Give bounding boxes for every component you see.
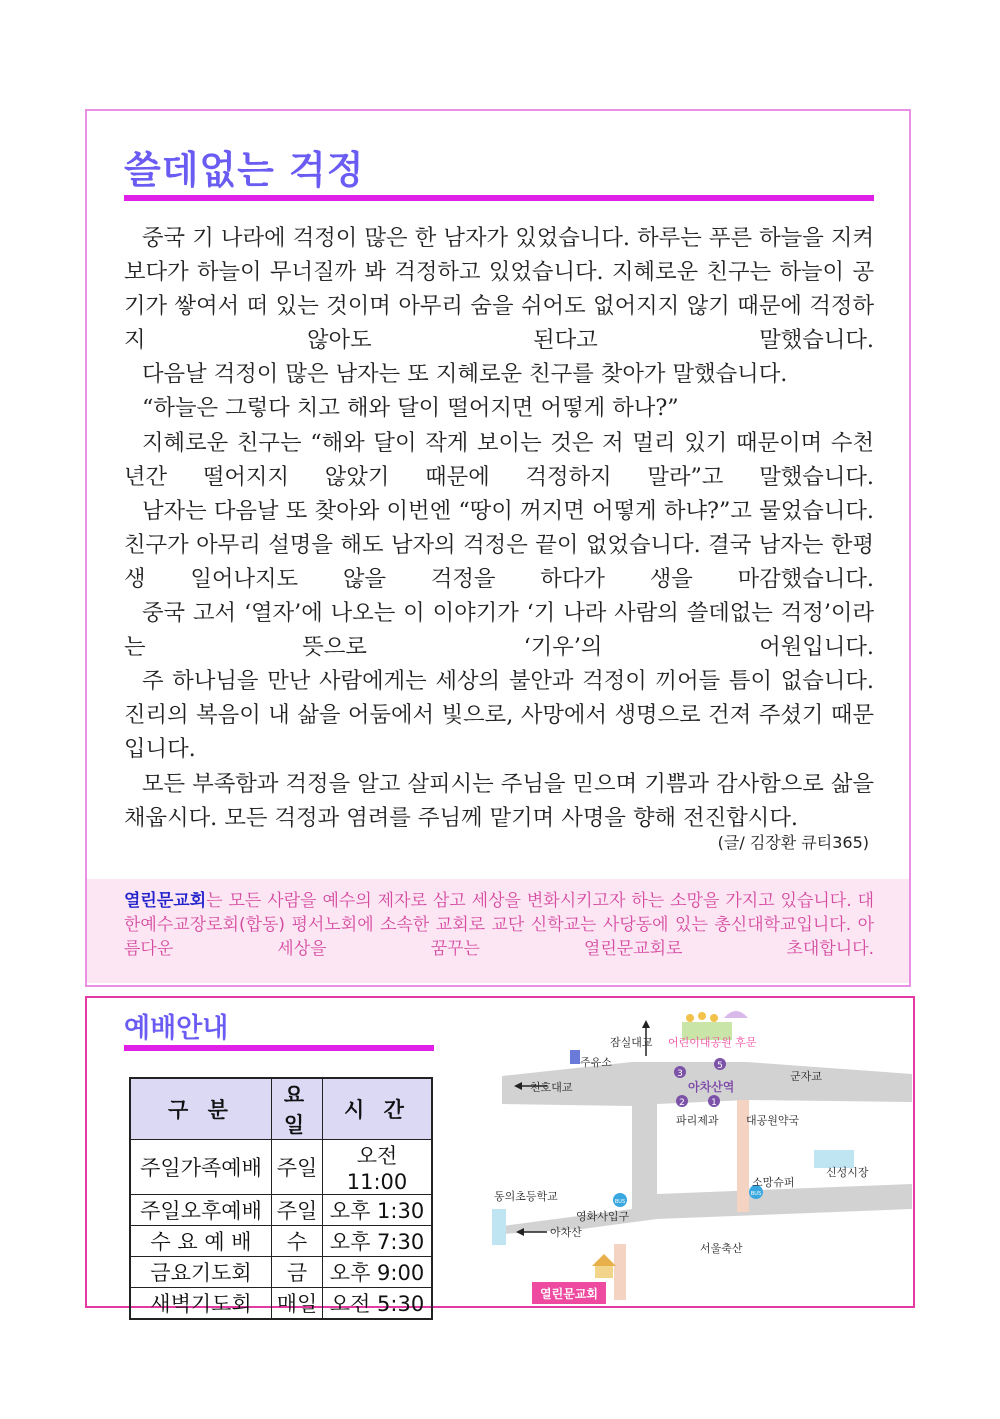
service-name: 주일오후예배 [130,1195,272,1226]
church-location-map [492,1004,912,1304]
arrow-up-icon [642,1020,650,1028]
walkway-path [614,1244,626,1300]
service-time: 오후 7:30 [323,1226,433,1257]
service-day: 주일 [272,1195,323,1226]
column-header: 시 간 [323,1078,433,1140]
church-name: 열린문교회 [124,891,207,911]
map-label-achasan: 아차산 [550,1226,582,1239]
bus-stop-label: BUS [614,1199,626,1205]
map-label-younghwa: 영화사입구 [576,1210,630,1223]
worship-title: 예배안내 [124,1013,229,1044]
article-paragraph: 중국 기 나라에 걱정이 많은 한 남자가 있었습니다. 하루는 푸른 하늘을 지켜보다가 하늘이 무너질까 봐 걱정하고 있었습니다. 지혜로운 친구는 하늘이 공기가 쌓여서 떠 있는 것이며 아무리 숨을 쉬어도 없어지지 않기 때문에 걱정하지 않아도 된다고 말했습니다. [124,225,874,354]
title-underline [124,195,874,201]
article-body [124,221,874,835]
worship-title-underline [124,1045,434,1051]
service-day: 수 [272,1226,323,1257]
church-icon [595,1266,613,1278]
map-label-daegong: 대공원약국 [746,1114,800,1127]
service-name: 새벽기도회 [130,1288,272,1320]
worship-schedule-table [129,1077,433,1320]
service-day: 매일 [272,1288,323,1320]
map-label-gunja: 군자교 [790,1070,822,1083]
service-name: 수 요 예 배 [130,1226,272,1257]
article-paragraph: 지혜로운 친구는 “해와 달이 작게 보이는 것은 저 멀리 있기 때문이며 수천 년간 떨어지지 않았기 때문에 걱정하지 말라”고 말했습니다. [124,429,874,490]
table-row [130,1257,432,1288]
service-time: 오전11:00 [323,1140,433,1195]
service-time: 오후 9:00 [323,1257,433,1288]
article-title: 쓸데없는 걱정 [124,148,365,192]
table-row [130,1226,432,1257]
article-paragraph: 모든 부족함과 걱정을 알고 살피시는 주님을 믿으며 기쁨과 감사함으로 삶을 채웁시다. 모든 걱정과 염려를 주님께 맡기며 사명을 향해 전진합시다. [124,770,874,831]
article-paragraph: 주 하나님을 만난 사람에게는 세상의 불안과 걱정이 끼어들 틈이 없습니다. 진리의 복음이 내 삶을 어둠에서 빛으로, 사망에서 생명으로 건져 주셨기 때문입니다. [124,668,874,763]
flower-icon [698,1012,706,1020]
table-row [130,1195,432,1226]
article-paragraph: “하늘은 그렇다 치고 해와 달이 떨어지면 어떻게 하나?” [142,395,679,422]
service-time: 오전 5:30 [323,1288,433,1320]
column-header: 요일 [272,1078,323,1140]
map-label-park: 어린이대공원 후문 [668,1036,757,1049]
map-label-jamsil: 잠실대교 [610,1036,653,1049]
service-day: 주일 [272,1140,323,1195]
service-time: 오후 1:30 [323,1195,433,1226]
church-intro-body: 는 모든 사람을 예수의 제자로 삼고 세상을 변화시키고자 하는 소망을 가지고 있습니다. 대한예수교장로회(합동) 평서노회에 소속한 교회로 교단 신학교는 사당동에 있는 총신대학교입니다. 아름다운 세상을 꿈꾸는 열린문교회로 초대합니다. [124,891,874,959]
church-intro [87,879,909,983]
gas-station-icon [570,1050,580,1064]
table-header-row [130,1078,432,1140]
article-paragraph: 중국 고서 ‘열자’에 나오는 이 이야기가 ‘기 나라 사람의 쓸데없는 걱정’이라는 뜻으로 ‘기우’의 어원입니다. [124,600,874,661]
church-icon [592,1254,616,1266]
map-label-somang: 소망슈퍼 [752,1176,795,1189]
article-paragraph: 남자는 다음날 또 찾아와 이번엔 “땅이 꺼지면 어떻게 하냐?”고 물었습니다. 친구가 아무리 설명을 해도 남자의 걱정은 끝이 없었습니다. 결국 남자는 한평생 일어나지도 않을 걱정을 하다가 생을 마감했습니다. [124,497,874,592]
flower-icon [686,1014,694,1022]
article-paragraph: 다음날 걱정이 많은 남자는 또 지혜로운 친구를 찾아가 말했습니다. [142,361,788,388]
church-location-badge: 열린문교회 [532,1282,606,1304]
school-marker [492,1209,506,1245]
map-label-school: 동의초등학교 [494,1190,558,1203]
table-row [130,1288,432,1320]
map-label-sinseong: 신성시장 [826,1166,869,1179]
service-name: 주일가족예배 [130,1140,272,1195]
service-name: 금요기도회 [130,1257,272,1288]
church-intro-text [124,889,874,961]
article-source: (글/ 김장환 큐티365) [717,833,869,852]
exit-number: 1 [711,1098,717,1108]
column-header: 구 분 [130,1078,272,1140]
bus-stop-label: BUS [750,1191,762,1197]
exit-number: 3 [677,1069,683,1079]
map-label-station: 아차산역 [688,1080,735,1094]
worship-box [85,996,915,1316]
exit-number: 2 [679,1098,685,1108]
map-label-seoul: 서울축산 [700,1242,743,1255]
service-day: 금 [272,1257,323,1288]
map-label-paris: 파리제과 [676,1114,719,1127]
table-row [130,1140,432,1195]
flower-icon [710,1014,718,1022]
map-label-gas: 주유소 [580,1056,612,1069]
map-label-cheonho: 천호대교 [530,1081,573,1094]
article-box [85,109,911,987]
exit-number: 5 [717,1061,723,1071]
umbrella-icon [724,1011,748,1018]
